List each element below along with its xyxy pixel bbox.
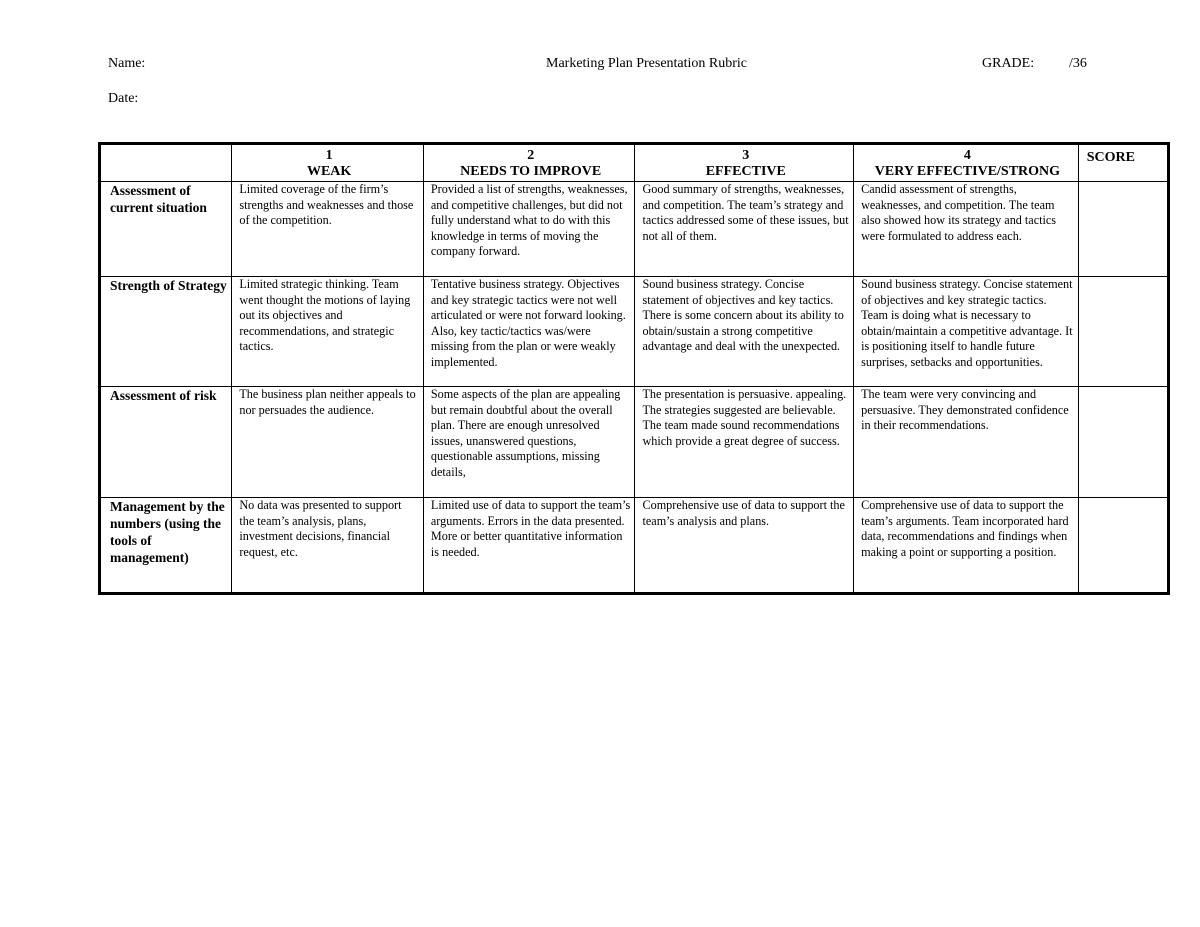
score-cell[interactable] <box>1078 498 1168 594</box>
name-label: Name: <box>108 56 146 71</box>
rubric-cell: Good summary of strengths, weaknesses, and competition. The team’s strategy and tactics addressed some of these issues, but not all of them. <box>635 182 854 277</box>
rubric-table <box>98 142 1170 595</box>
rubric-cell: Comprehensive use of data to support the team’s arguments. Team incorporated hard data, recommendations and findings when making a point or supporting a position. <box>854 498 1079 594</box>
score-cell[interactable] <box>1078 387 1168 498</box>
rubric-cell: The team were very convincing and persuasive. They demonstrated confidence in their recommendations. <box>854 387 1079 498</box>
rubric-cell: Provided a list of strengths, weaknesses, and competitive challenges, but did not fully understand what to do with this knowledge in terms of moving the company forward. <box>423 182 635 277</box>
level-number: 1 <box>325 148 333 163</box>
level-label: WEAK <box>306 164 352 179</box>
rubric-cell: Limited coverage of the firm’s strengths and weaknesses and those of the competition. <box>232 182 424 277</box>
level-header-1 <box>232 144 424 182</box>
score-cell[interactable] <box>1078 277 1168 387</box>
rubric-cell: Limited strategic thinking. Team went thought the motions of laying out its objectives and recommendations, and strategic tactics. <box>232 277 424 387</box>
rubric-row-strength-of-strategy <box>100 277 1169 387</box>
rubric-cell: Comprehensive use of data to support the team’s analysis and plans. <box>635 498 854 594</box>
rubric-cell: Candid assessment of strengths, weaknesses, and competition. The team also showed how its strategy and tactics were formulated to address each. <box>854 182 1079 277</box>
level-header-2 <box>423 144 635 182</box>
rubric-cell: Some aspects of the plan are appealing but remain doubtful about the overall plan. There are enough unresolved issues, unanswered questions, questionable assumptions, missing details, <box>423 387 635 498</box>
rubric-header-row <box>100 144 1169 182</box>
level-header-4 <box>854 144 1079 182</box>
rubric-cell: Sound business strategy. Concise statement of objectives and key tactics. There is some concern about its ability to obtain/sustain a strong competitive advantage and deal with the unexpected. <box>635 277 854 387</box>
criterion-label: Assessment of risk <box>100 387 232 498</box>
criterion-label: Strength of Strategy <box>100 277 232 387</box>
rubric-cell: Sound business strategy. Concise statement of objectives and key strategic tactics. Team is doing what is necessary to obtain/maintain a competitive advantage. It is positioning itself to handle future surprises, setbacks and opportunities. <box>854 277 1079 387</box>
level-number: 4 <box>963 148 971 163</box>
grade-label: GRADE: <box>982 56 1035 71</box>
rubric-row-management-by-numbers <box>100 498 1169 594</box>
criterion-label: Management by the numbers (using the tools of management) <box>100 498 232 594</box>
level-number: 3 <box>742 148 750 163</box>
level-label: EFFECTIVE <box>705 164 786 179</box>
criterion-header-cell <box>100 144 232 182</box>
grade-value: /36 <box>1069 56 1087 71</box>
rubric-row-assessment-current-situation <box>100 182 1169 277</box>
date-label: Date: <box>108 91 139 106</box>
rubric-cell: Limited use of data to support the team’s arguments. Errors in the data presented. More or better quantitative information is needed. <box>423 498 635 594</box>
rubric-cell: The presentation is persuasive. appealing. The strategies suggested are believable. The team made sound recommendations which provide a great degree of success. <box>635 387 854 498</box>
level-header-3 <box>635 144 854 182</box>
score-header: SCORE <box>1078 144 1168 182</box>
level-label: NEEDS TO IMPROVE <box>460 164 602 179</box>
rubric-cell: No data was presented to support the team’s analysis, plans, investment decisions, financial request, etc. <box>232 498 424 594</box>
rubric-cell: The business plan neither appeals to nor persuades the audience. <box>232 387 424 498</box>
rubric-row-assessment-of-risk <box>100 387 1169 498</box>
document-title: Marketing Plan Presentation Rubric <box>546 56 748 71</box>
level-number: 2 <box>527 148 535 163</box>
score-cell[interactable] <box>1078 182 1168 277</box>
criterion-label: Assessment of current situation <box>100 182 232 277</box>
level-label: VERY EFFECTIVE/STRONG <box>874 164 1061 179</box>
rubric-cell: Tentative business strategy. Objectives and key strategic tactics were not well articulated or were not forward looking. Also, key tactic/tactics was/were missing from the plan or were weakly implemented. <box>423 277 635 387</box>
